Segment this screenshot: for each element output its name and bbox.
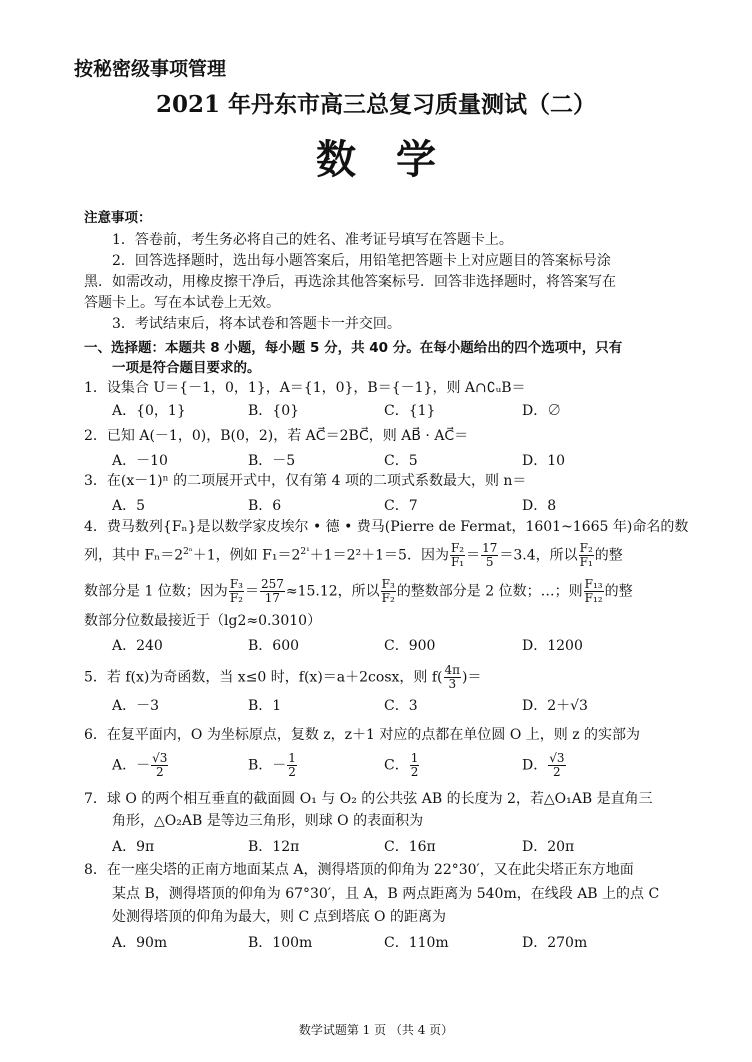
q6-d-fraction [548,752,565,779]
question-3-option-a: A．5 [112,498,146,514]
question-7-line2: 角形，△O₂AB 是等边三角形，则球 O 的表面积为 [112,813,424,829]
fraction-257-17 [260,578,285,605]
q6-d-label: D． [522,757,548,774]
page-footer: 数学试题第 1 页 （共 4 页） [298,1023,454,1037]
question-6-stem: 6．在复平面内，O 为坐标原点，复数 z，z＋1 对应的点都在单位圆 O 上，则 z 的实部为 [84,727,641,743]
notice-item-2b: 黑．如需改动，用橡皮擦干净后，再选涂其他答案标号．回答非选择题时，将答案写在 [84,274,616,290]
question-3-option-d: D．8 [522,498,557,514]
q6-a-label: A．－ [112,757,151,774]
question-3-stem: 3．在(x－1)ⁿ 的二项展开式中，仅有第 4 项的二项式系数最大，则 n＝ [84,473,527,489]
notice-item-2c: 答题卡上。写在本试卷上无效。 [84,295,280,311]
q4-l3-d: 的整数部分是 2 位数；…；则 [396,583,583,600]
fraction-f13-f12 [584,578,604,605]
q4-l2-f: 的整 [594,547,623,564]
exam-title: 2021 年丹东市高三总复习质量测试（二） [155,91,597,118]
frac-den: F₁ [450,555,465,569]
q4-l3-e: 的整 [604,583,633,600]
question-8-line1: 8．在一座尖塔的正南方地面某点 A，测得塔顶的仰角为 22°30′，又在此尖塔正东方地面 [84,862,634,878]
q4-sup-21: 2¹ [300,546,310,557]
question-8-option-c: C．110m [384,935,449,951]
fraction-f2-f1-b [579,542,594,569]
frac-den: 3 [448,677,457,691]
frac-num: 1 [288,751,296,765]
question-1-stem: 1．设集合 U＝{－1，0，1}，A＝{1，0}，B＝{－1}，则 A∩∁ᵤB＝ [84,380,526,396]
secrecy-label: 按秘密级事项管理 [74,58,227,80]
question-4-option-c: C．900 [384,638,436,654]
question-3-option-c: C．7 [384,498,418,514]
frac-den: F₁ [579,555,593,569]
question-1-option-c: C．{1} [384,403,436,419]
question-3-option-b: B．6 [248,498,282,514]
frac-den: 17 [264,591,281,605]
notice-item-1: 1．答卷前，考生务必将自己的姓名、准考证号填写在答题卡上。 [112,232,513,248]
section-heading-line2: 一项是符合题目要求的。 [112,360,261,376]
question-8-line3: 处测得塔顶的仰角为最大，则 C 点到塔底 O 的距离为 [112,909,446,925]
q6-c-label: C． [384,757,409,774]
question-8-option-b: B．100m [248,935,313,951]
question-7-option-d: D．20π [522,839,575,855]
frac-num: 17 [482,541,498,555]
frac-num: F₃ [229,577,243,591]
question-1-option-d: D．∅ [522,403,562,419]
frac-den: 2 [155,765,164,779]
fraction-f3-f2 [229,578,244,605]
frac-num: √3 [549,751,565,765]
frac-num: 257 [260,577,284,591]
q4-sup-2n: 2ⁿ [183,546,193,557]
frac-den: F₂ [381,591,395,605]
question-5-option-c: C．3 [384,698,418,714]
frac-den: 2 [288,765,296,779]
question-8-line2: 某点 B，测得塔顶的仰角为 67°30′，且 A，B 两点距离为 540m，在线段 AB 上的点 C [112,886,660,902]
frac-den: F₂ [229,591,243,605]
question-1-option-b: B．{0} [248,403,300,419]
question-5-option-d: D．2＋√3 [522,698,588,714]
q4-l3-a: 数部分是 1 位数；因为 [84,583,228,600]
frac-num: √3 [152,751,168,765]
fraction-17-5 [481,542,498,569]
question-4-line2 [84,542,623,569]
question-8-option-a: A．90m [112,935,168,951]
question-7-line1: 7．球 O 的两个相互垂直的截面圆 O₁ 与 O₂ 的公共弦 AB 的长度为 2，若△O₁AB 是直角三 [84,791,653,807]
question-5-option-a: A．－3 [112,698,160,714]
frac-num: F₂ [579,541,593,555]
notice-item-2a: 2．回答选择题时，选出每小题答案后，用铅笔把答题卡上对应题目的答案标号涂 [112,253,611,269]
notice-item-3: 3．考试结束后，将本试卷和答题卡一并交回。 [112,316,401,332]
q5-stem-end: )＝ [462,669,482,686]
question-2-option-a: A．－10 [112,453,168,469]
question-7-option-c: C．16π [384,839,436,855]
frac-den: 2 [553,765,561,779]
question-2-stem: 2．已知 A(－1，0)，B(0，2)，若 AC⃗＝2BC⃗，则 AB⃗ · AC⃗＝ [84,428,469,444]
section-heading-line1: 一、选择题：本题共 8 小题，每小题 5 分，共 40 分。在每小题给出的四个选项中，只有 [84,340,623,356]
question-2-option-c: C．5 [384,453,418,469]
question-4-line3 [84,578,633,605]
frac-num: F₂ [450,541,465,555]
question-4-option-a: A．240 [112,638,163,654]
q4-l2-c: ＋1＝2²＋1＝5．因为 [309,547,449,564]
question-4-line1: 4．费马数列{Fₙ}是以数学家皮埃尔 • 德 • 费马(Pierre de Fermat，1601~1665 年)命名的数 [84,519,689,535]
frac-num: 4π [444,663,461,677]
q4-l2-d: ＝ [466,547,481,564]
question-8-option-d: D．270m [522,935,588,951]
q6-b-fraction [287,752,297,779]
q4-l3-b: ＝ [244,583,259,600]
question-6-option-d [522,752,567,779]
question-1-option-a: A．{0，1} [112,403,186,419]
question-4-option-b: B．600 [248,638,300,654]
notice-heading: 注意事项： [84,210,152,226]
q4-l2-b: ＋1，例如 F₁＝2 [192,547,301,564]
q4-l2-e: ＝3.4，所以 [499,547,578,564]
fraction-f2-f1 [450,542,465,569]
fraction-4pi-3 [444,664,462,691]
frac-num: F₃ [381,577,395,591]
question-5-option-b: B．1 [248,698,282,714]
frac-num: 1 [410,751,419,765]
frac-num: F₁₃ [584,577,603,591]
fraction-f3-f2-b [381,578,396,605]
subject-title: 数学 [316,136,476,183]
question-6-option-a [112,752,169,779]
q5-stem-start: 5．若 f(x)为奇函数，当 x≤0 时，f(x)＝a＋2cosx，则 f( [84,669,443,686]
question-5-stem [84,664,482,691]
frac-den: 2 [410,765,419,779]
question-4-option-d: D．1200 [522,638,583,654]
question-6-option-c [384,752,420,779]
q6-b-label: B．－ [248,757,287,774]
question-2-option-b: B．－5 [248,453,296,469]
question-2-option-d: D．10 [522,453,566,469]
q6-a-fraction [151,752,168,779]
frac-den: 5 [485,555,494,569]
question-6-option-b [248,752,298,779]
q4-l2-a: 列，其中 Fₙ＝2 [84,547,184,564]
question-4-line4: 数部分位数最接近于（lg2≈0.3010） [84,613,322,629]
q6-c-fraction [410,752,420,779]
question-7-option-b: B．12π [248,839,300,855]
frac-den: F₁₂ [584,591,603,605]
question-7-option-a: A．9π [112,839,155,855]
q4-l3-c: ≈15.12，所以 [285,583,380,600]
